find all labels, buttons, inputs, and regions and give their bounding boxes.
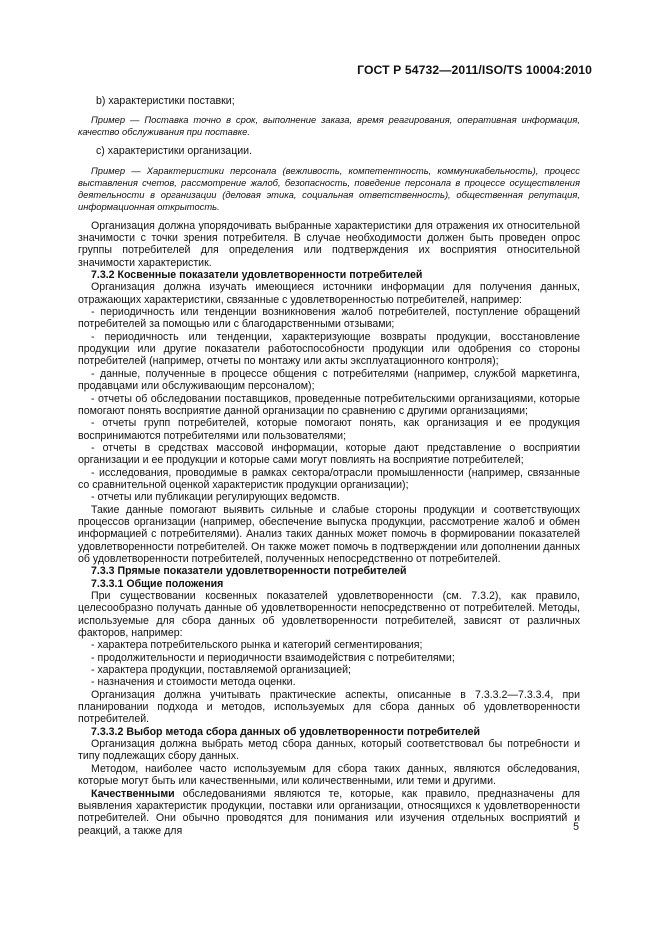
list-item: - характера потребительского рынка и категорий сегментирования; [91, 639, 423, 652]
list-item: - продолжительности и периодичности взаимодействия с потребителями; [91, 651, 455, 664]
page-header: ГОСТ Р 54732—2011/ISO/TS 10004:2010 [357, 63, 592, 77]
list-item: - характера продукции, поставляемой организацией; [91, 664, 351, 677]
example-note: Пример — Характеристики персонала (вежливость, компетентность, коммуникабельность), процесс выставления счетов, рассмотрение жалоб, безопасность, поведение персонала в процессе осуществления деятельности в организации (деловая этика, социальная ответственность), общественная репутация, информационная открытость. [78, 164, 580, 212]
paragraph-text: обследованиями являются те, которые, как правило, предназначены для выявления характеристик продукции, поставки или организации, относящихся к удовлетворенности потребителей. Они обычно проводятся для понимания или изучения отдельных восприятий и реакций, а также для [78, 787, 580, 837]
example-note: Пример — Поставка точно в срок, выполнение заказа, время реагирования, оперативная информация, качество обслуживания при поставке. [78, 114, 580, 138]
list-item: - отчеты или публикации регулирующих ведомств. [91, 491, 340, 504]
paragraph: Такие данные помогают выявить сильные и слабые стороны продукции и соответствующих процессов организации (например, обеспечение выпуска продукции, рассмотрение жалоб и обмен информацией с потребителями). Анализ таких данных может помочь в формировании показателей удовлетворенности потребителей. Он также может помочь в подтверждении или дополнении данных об удовлетворенности потребителей, полученных непосредственно от потребителей. [78, 503, 580, 565]
subsection-heading: 7.3.3.2 Выбор метода сбора данных об удовлетворенности потребителей [91, 725, 481, 738]
list-item: - исследования, проводимые в рамках сектора/отрасли промышленности (например, связанные со сравнительной оценкой характеристик продукции организации); [78, 466, 580, 491]
paragraph: Организация должна упорядочивать выбранные характеристики для отражения их относительной значимости с точки зрения потребителя. В случае необходимости должен быть проведен опрос группы потребителей для определения или подтверждения их восприятия относительной значимости характеристик. [78, 219, 580, 269]
paragraph: При существовании косвенных показателей удовлетворенности (см. 7.3.2), как правило, целесообразно получать данные об удовлетворенности непосредственно от потребителей. Методы, используемые для сбора данных об удовлетворенности потребителей, зависят от различных факторов, например: [78, 590, 580, 640]
list-item: - отчеты об обследовании поставщиков, проведенные потребительскими организациями, которые помогают понять восприятие данной организации по сравнению с другими организациями; [78, 392, 580, 417]
list-item-c: c) характеристики организации. [96, 145, 253, 158]
subsection-heading: 7.3.3.1 Общие положения [91, 577, 224, 590]
list-item: - данные, полученные в процессе общения с потребителями (например, службой маркетинга, продавцами или обслуживающим персоналом); [78, 367, 580, 393]
page-content [78, 95, 580, 837]
list-item: - отчеты групп потребителей, которые помогают понять, как организация и ее продукция воспринимаются потребителями или пользователями; [78, 417, 580, 442]
list-item: - назначения и стоимости метода оценки. [91, 676, 296, 689]
paragraph [78, 788, 580, 837]
list-item: - периодичность или тенденции возникновения жалоб потребителей, поступление обращений потребителей за помощью или с благодарственными отзывами; [78, 306, 580, 331]
paragraph: Организация должна изучать имеющиеся источники информации для получения данных, отражающих характеристики, связанные с удовлетворенностью потребителей, например: [78, 281, 580, 306]
section-heading: 7.3.3 Прямые показатели удовлетворенности потребителей [91, 565, 407, 578]
emphasis-term: Качественными [91, 787, 175, 800]
section-heading: 7.3.2 Косвенные показатели удовлетворенности потребителей [91, 269, 423, 282]
paragraph: Организация должна выбрать метод сбора данных, который соответствовал бы потребности и типу подлежащих сбору данных. [78, 738, 580, 763]
page-number: 5 [573, 821, 579, 833]
paragraph: Организация должна учитывать практические аспекты, описанные в 7.3.3.2—7.3.3.4, при планировании подхода и методов, используемых для сбора данных об удовлетворенности потребителей. [78, 688, 580, 726]
list-item-b: b) характеристики поставки; [96, 95, 235, 107]
list-item: - отчеты в средствах массовой информации, которые дают представление о восприятии организации и ее продукции и которые сами могут повлиять на восприятие потребителей; [78, 441, 580, 467]
list-item: - периодичность или тенденции, характеризующие возвраты продукции, восстановление продукции или другие показатели работоспособности продукции или одобрения со стороны потребителей (например, отчеты по монтажу или акты эксплуатационного контроля); [78, 330, 580, 368]
paragraph: Методом, наиболее часто используемым для сбора таких данных, являются обследования, которые могут быть или качественными, или количественными, или теми и другими. [78, 762, 580, 788]
